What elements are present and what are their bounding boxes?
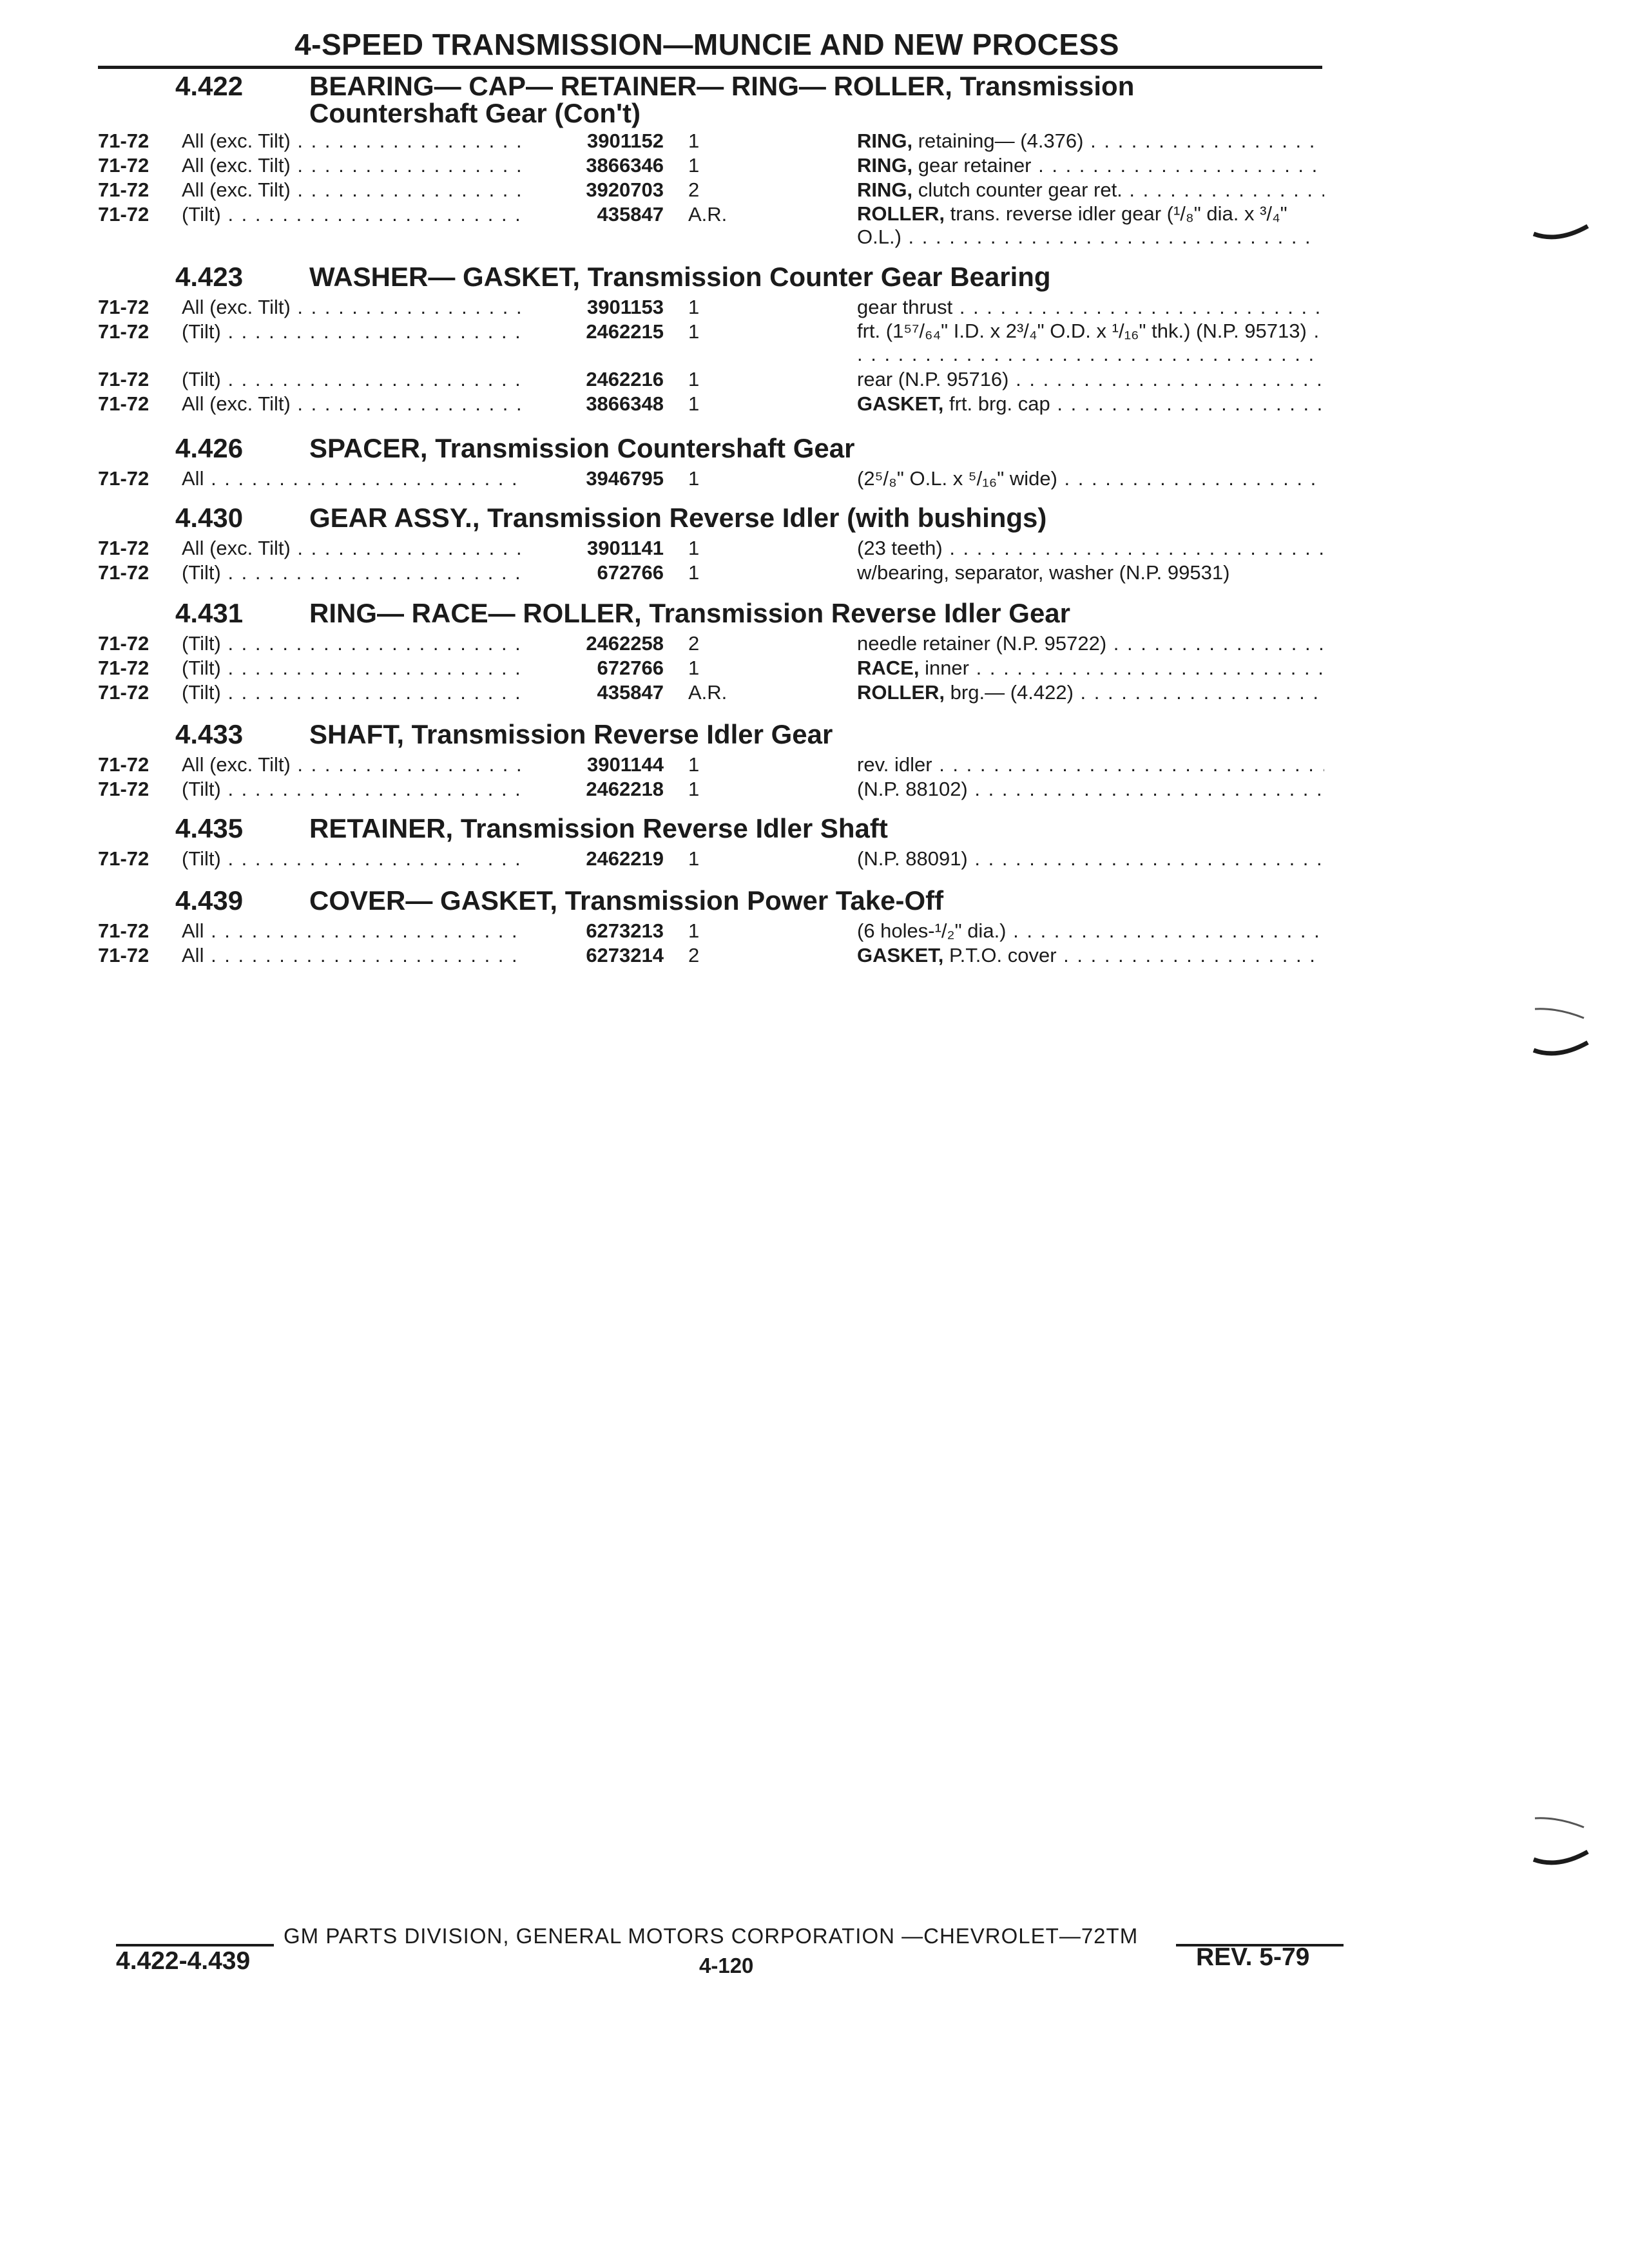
part-description [857,536,1324,561]
part-detail: frt. brg. cap [943,392,1050,415]
page-title: 4-SPEED TRANSMISSION—MUNCIE AND NEW PROCESS [294,28,1119,61]
quantity: A.R. [688,203,728,226]
section-title: COVER— GASKET, Transmission Power Take-Off [309,885,944,916]
part-description [857,753,1324,777]
part-row [0,561,1629,585]
part-detail: rear (N.P. 95716) [857,368,1009,390]
section-number: 4.430 [175,503,244,533]
application: All (exc. Tilt) . . . [182,153,523,178]
part-number: 3901153 [587,296,664,318]
quantity: 1 [688,368,700,390]
part-description [857,943,1324,968]
application: All . . . [182,466,523,491]
part-number: 2462258 [586,632,664,655]
part-detail: (6 holes-¹/₂" dia.) [857,919,1007,942]
part-row [0,129,1629,153]
application: (Tilt) . . . [182,631,523,656]
part-detail: inner [919,657,969,679]
footer-section-range: 4.422-4.439 [116,1947,251,1975]
section-number: 4.423 [175,262,244,292]
part-description [857,466,1324,491]
quantity: 2 [688,178,700,201]
application: All (exc. Tilt) . . . [182,753,523,777]
part-number: 3866346 [586,154,664,177]
quantity: 1 [688,753,700,776]
application: All (exc. Tilt) . . . [182,129,523,153]
part-row [0,777,1629,802]
part-description [857,561,1324,585]
part-description [857,367,1324,392]
binder-hole-mark-icon [1532,1814,1590,1840]
quantity: 1 [688,154,700,177]
part-description [857,847,1324,871]
part-row [0,202,1629,250]
model-years: 71-72 [98,753,149,776]
part-number: 2462215 [586,320,664,343]
application: (Tilt) . . . [182,656,523,680]
section-4-435 [0,811,1629,871]
section-4-423 [0,259,1629,416]
part-number: 6273214 [586,944,664,966]
application: All . . . [182,919,523,943]
section-title: RING— RACE— ROLLER, Transmission Reverse Idler Gear [309,598,1071,628]
part-row [0,847,1629,871]
part-detail: needle retainer (N.P. 95722) [857,632,1107,655]
part-type: RING, [857,178,913,201]
part-number: 2462219 [586,847,664,870]
binder-hole-mark-icon [1532,1848,1590,1874]
section-title: GEAR ASSY., Transmission Reverse Idler (with bushings) [309,503,1047,533]
part-row [0,631,1629,656]
part-type: ROLLER, [857,202,945,225]
part-detail: (2⁵/₈" O.L. x ⁵/₁₆" wide) [857,467,1057,490]
section-4-430 [0,500,1629,585]
section-number: 4.426 [175,433,244,463]
part-detail: (N.P. 88102) [857,778,968,800]
page-number: 4-120 [699,1954,754,1977]
part-description [857,202,1324,250]
part-row [0,153,1629,178]
part-number: 3901152 [587,130,664,152]
model-years: 71-72 [98,320,149,343]
footer-publisher: GM PARTS DIVISION, GENERAL MOTORS CORPORATION —CHEVROLET—72TM [284,1924,1139,1948]
part-row [0,680,1629,705]
part-description [857,680,1324,705]
model-years: 71-72 [98,203,149,226]
section-4-431 [0,595,1629,705]
binder-hole-mark-icon [1532,1039,1590,1064]
part-row [0,753,1629,777]
section-number: 4.439 [175,885,244,916]
quantity: 1 [688,561,700,584]
model-years: 71-72 [98,632,149,655]
section-title: RETAINER, Transmission Reverse Idler Shaft [309,813,888,843]
part-description [857,919,1324,943]
part-description [857,656,1324,680]
model-years: 71-72 [98,561,149,584]
part-type: RING, [857,154,913,177]
part-row [0,367,1629,392]
quantity: 2 [688,632,700,655]
part-row [0,320,1629,367]
section-title: WASHER— GASKET, Transmission Counter Gear Bearing [309,262,1051,292]
page-header [98,13,1322,69]
part-detail: clutch counter gear ret. [912,178,1123,201]
section-number: 4.422 [175,71,244,101]
part-number: 3946795 [586,467,664,490]
model-years: 71-72 [98,919,149,942]
part-description [857,153,1324,178]
footer-rule-left [116,1944,274,1946]
part-type: GASKET, [857,392,944,415]
part-number: 6273213 [586,919,664,942]
section-number: 4.433 [175,719,244,749]
quantity: 1 [688,537,700,559]
section-4-426 [0,430,1629,491]
model-years: 71-72 [98,178,149,201]
section-number: 4.431 [175,598,244,628]
part-description [857,631,1324,656]
part-type: GASKET, [857,944,944,966]
part-type: RACE, [857,657,920,679]
part-number: 435847 [597,681,664,704]
application: All (exc. Tilt) . . . [182,392,523,416]
part-type: RING, [857,130,913,152]
model-years: 71-72 [98,847,149,870]
model-years: 71-72 [98,154,149,177]
part-detail: (N.P. 88091) [857,847,968,870]
part-number: 672766 [597,657,664,679]
binder-hole-mark-icon [1532,222,1590,248]
part-detail: frt. (1⁵⁷/₆₄" I.D. x 2³/₄" O.D. x ¹/₁₆" thk.) (N.P. 95713) [857,320,1307,342]
part-row [0,178,1629,202]
part-detail: (23 teeth) [857,537,943,559]
part-number: 435847 [597,203,664,226]
application: All (exc. Tilt) . . . [182,536,523,561]
section-title-continued: Countershaft Gear (Con't) [309,98,641,128]
section-4-439 [0,883,1629,968]
part-number: 3901144 [587,753,664,776]
section-4-433 [0,716,1629,802]
application: (Tilt) . . . [182,367,523,392]
part-description [857,295,1324,320]
quantity: 1 [688,919,700,942]
part-description [857,392,1324,416]
model-years: 71-72 [98,944,149,966]
model-years: 71-72 [98,392,149,415]
application: (Tilt) . . . [182,320,523,344]
model-years: 71-72 [98,537,149,559]
model-years: 71-72 [98,778,149,800]
part-detail: trans. reverse idler gear (¹/₈" dia. x ³/₄" O.L.) [857,202,1287,248]
part-row [0,536,1629,561]
quantity: 1 [688,296,700,318]
part-description [857,777,1324,802]
part-row [0,392,1629,416]
part-number: 3901141 [587,537,664,559]
part-detail: retaining— (4.376) [912,130,1084,152]
section-4-422 [0,68,1629,250]
part-row [0,943,1629,968]
section-title: BEARING— CAP— RETAINER— RING— ROLLER, Transmission [309,71,1135,101]
part-description [857,320,1324,367]
part-detail: rev. idler [857,753,932,776]
section-number: 4.435 [175,813,244,843]
part-number: 2462216 [586,368,664,390]
quantity: 1 [688,778,700,800]
part-row [0,919,1629,943]
application: (Tilt) . . . [182,680,523,705]
section-title: SPACER, Transmission Countershaft Gear [309,433,855,463]
application: All . . . [182,943,523,968]
application: All (exc. Tilt) . . . [182,295,523,320]
part-description [857,129,1324,153]
model-years: 71-72 [98,657,149,679]
part-type: ROLLER, [857,681,945,704]
part-detail: P.T.O. cover [943,944,1057,966]
model-years: 71-72 [98,368,149,390]
part-row [0,295,1629,320]
part-detail: gear thrust [857,296,953,318]
model-years: 71-72 [98,467,149,490]
quantity: 1 [688,467,700,490]
application: (Tilt) . . . [182,847,523,871]
model-years: 71-72 [98,130,149,152]
application: (Tilt) . . . [182,777,523,802]
quantity: 2 [688,944,700,966]
part-row [0,656,1629,680]
part-row [0,466,1629,491]
part-detail: w/bearing, separator, washer (N.P. 99531) [857,561,1230,584]
binder-hole-mark-icon [1532,1005,1590,1031]
part-number: 3920703 [586,178,664,201]
quantity: A.R. [688,681,728,704]
quantity: 1 [688,657,700,679]
application: All (exc. Tilt) . . . [182,178,523,202]
part-number: 672766 [597,561,664,584]
quantity: 1 [688,847,700,870]
quantity: 1 [688,320,700,343]
application: (Tilt) . . . [182,202,523,227]
model-years: 71-72 [98,296,149,318]
application: (Tilt) . . . [182,561,523,585]
revision-label: REV. 5-79 [1196,1943,1310,1971]
model-years: 71-72 [98,681,149,704]
part-description [857,178,1324,202]
part-detail: brg.— (4.422) [945,681,1074,704]
part-number: 2462218 [586,778,664,800]
quantity: 1 [688,392,700,415]
quantity: 1 [688,130,700,152]
part-detail: gear retainer [912,154,1032,177]
part-number: 3866348 [586,392,664,415]
section-title: SHAFT, Transmission Reverse Idler Gear [309,719,833,749]
